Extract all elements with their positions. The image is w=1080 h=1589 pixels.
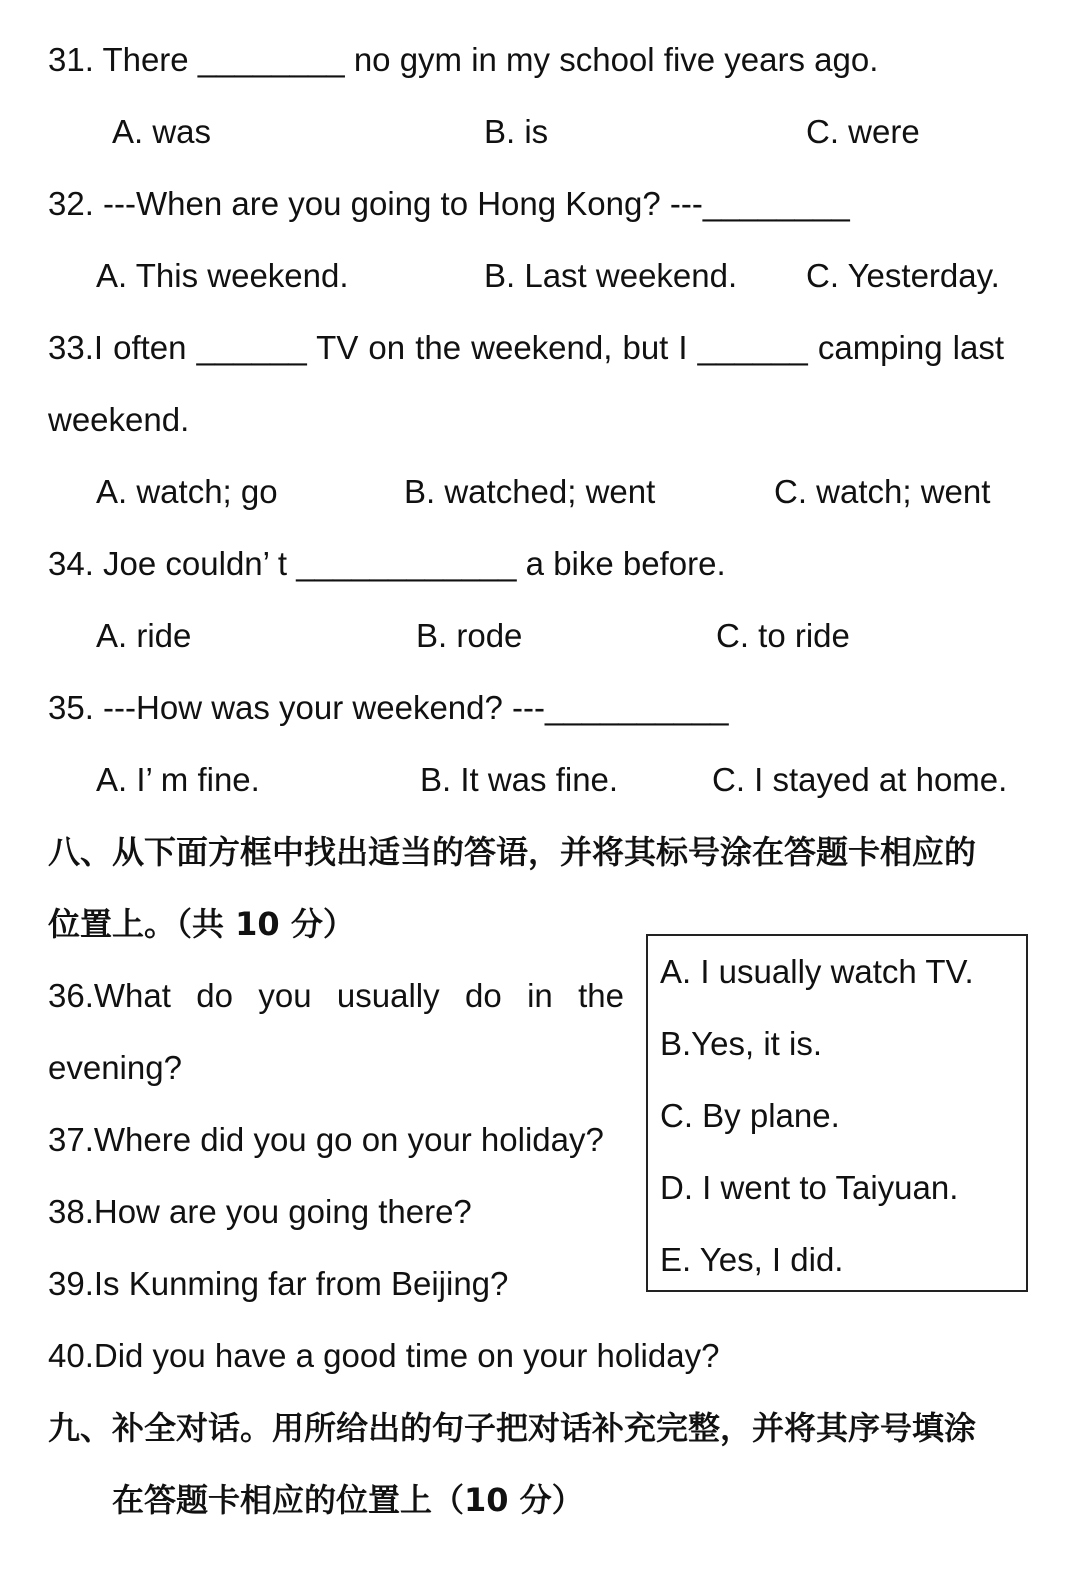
q35-option-a: A. I’ m fine. xyxy=(96,761,260,798)
question-37: 37.Where did you go on your holiday? xyxy=(48,1121,604,1158)
box-option-a: A. I usually watch TV. xyxy=(660,953,974,990)
question-35: 35. ---How was your weekend? ---__________ xyxy=(48,689,729,726)
box-option-e: E. Yes, I did. xyxy=(660,1241,844,1278)
question-34: 34. Joe couldn’ t ____________ a bike before. xyxy=(48,545,726,582)
box-option-c: C. By plane. xyxy=(660,1097,840,1134)
q35-option-c: C. I stayed at home. xyxy=(712,761,1008,798)
question-40: 40.Did you have a good time on your holiday? xyxy=(48,1337,720,1374)
q32-option-c: C. Yesterday. xyxy=(806,257,1000,294)
question-33-line1: 33.I often ______ TV on the weekend, but I ______ camping last xyxy=(48,329,1004,366)
box-option-d: D. I went to Taiyuan. xyxy=(660,1169,959,1206)
q33-option-a: A. watch; go xyxy=(96,473,278,510)
answer-options-box xyxy=(646,934,1028,1292)
q33-option-c: C. watch; went xyxy=(774,473,991,510)
section-8-heading-line2: 位置上。（共 10 分） xyxy=(48,905,355,943)
q34-option-c: C. to ride xyxy=(716,617,850,654)
q34-option-b: B. rode xyxy=(416,617,523,654)
q31-option-a: A. was xyxy=(112,113,212,150)
question-39: 39.Is Kunming far from Beijing? xyxy=(48,1265,509,1302)
q34-option-a: A. ride xyxy=(96,617,192,654)
question-36-line1: 36.What do you usually do in the xyxy=(48,977,624,1014)
q31-option-c: C. were xyxy=(806,113,920,150)
box-option-b: B.Yes, it is. xyxy=(660,1025,823,1062)
q31-option-b: B. is xyxy=(484,113,549,150)
question-32: 32. ---When are you going to Hong Kong? ---________ xyxy=(48,185,850,222)
question-36-line2: evening? xyxy=(48,1049,182,1086)
question-31: 31. There ________ no gym in my school five years ago. xyxy=(48,41,879,78)
q33-option-b: B. watched; went xyxy=(404,473,656,510)
section-9-heading-line2: 在答题卡相应的位置上（10 分） xyxy=(112,1481,584,1519)
q32-option-a: A. This weekend. xyxy=(96,257,349,294)
question-38: 38.How are you going there? xyxy=(48,1193,472,1230)
question-33-line2: weekend. xyxy=(48,401,190,438)
q32-option-b: B. Last weekend. xyxy=(484,257,738,294)
section-8-heading-line1: 八、从下面方框中找出适当的答语，并将其标号涂在答题卡相应的 xyxy=(48,833,977,871)
section-9-heading-line1: 九、补全对话。用所给出的句子把对话补充完整，并将其序号填涂 xyxy=(48,1409,977,1447)
q35-option-b: B. It was fine. xyxy=(420,761,619,798)
